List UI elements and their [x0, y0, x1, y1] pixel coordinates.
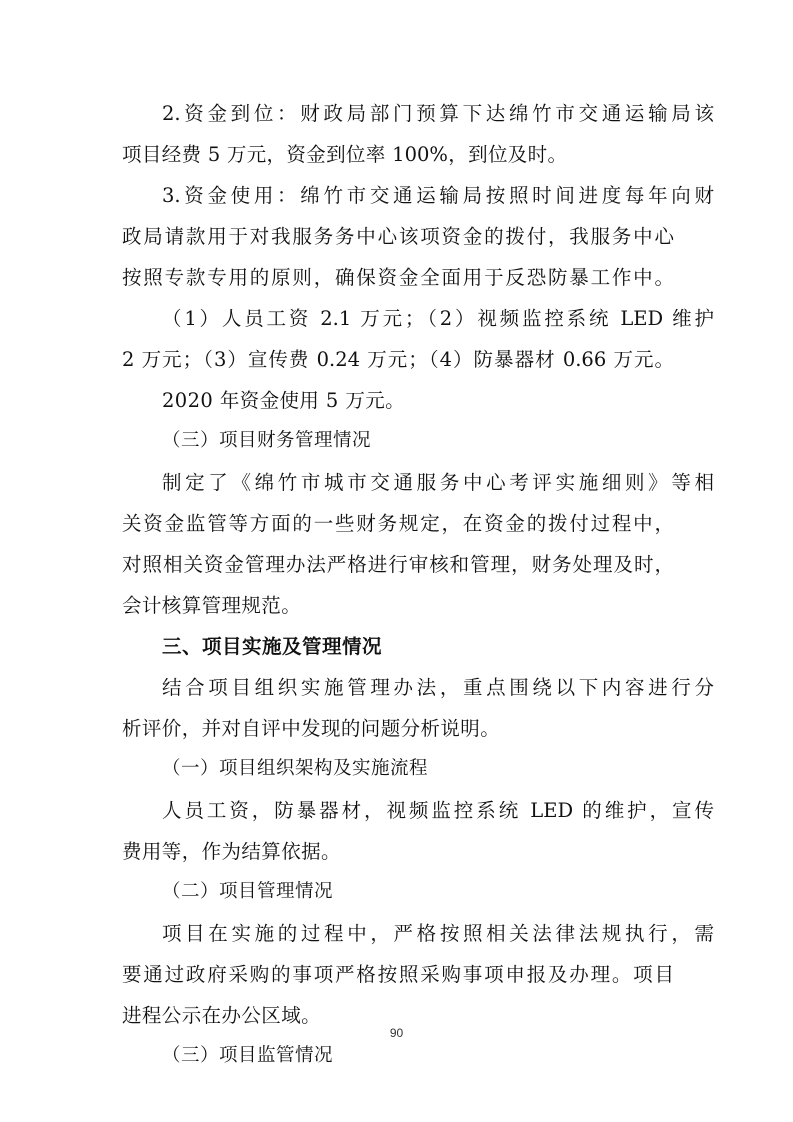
paragraph-line: 2 万元；（3）宣传费 0.24 万元；（4）防暴器材 0.66 万元。 [122, 348, 674, 371]
paragraph-line: 关资金监管等方面的一些财务规定，在资金的拨付过程中， [122, 512, 674, 535]
paragraph-line: 制定了《绵竹市城市交通服务中心考评实施细则》等相 [162, 471, 714, 494]
paragraph-line: 2020 年资金使用 5 万元。 [162, 389, 406, 412]
paragraph-line: 结合项目组织实施管理办法，重点围绕以下内容进行分 [162, 676, 714, 699]
page-number: 90 [389, 1026, 404, 1040]
paragraph-line: 2.资金到位：财政局部门预算下达绵竹市交通运输局该 [162, 102, 714, 125]
paragraph-line: 析评价，并对自评中发现的问题分析说明。 [122, 717, 501, 740]
subsection-heading: （一）项目组织架构及实施流程 [162, 758, 429, 779]
subsection-heading: （三）项目监管情况 [162, 1045, 334, 1066]
paragraph-line: 会计核算管理规范。 [122, 594, 302, 617]
subsection-heading: （三）项目财务管理情况 [162, 430, 372, 451]
paragraph-line: 按照专款专用的原则，确保资金全面用于反恐防暴工作中。 [122, 266, 674, 289]
paragraph-line: 政局请款用于对我服务务中心该项资金的拨付，我服务中心 [122, 225, 674, 248]
paragraph-line: 费用等，作为结算依据。 [122, 840, 341, 863]
paragraph-line: （1）人员工资 2.1 万元；（2）视频监控系统 LED 维护 [162, 307, 714, 330]
paragraph-line: 人员工资，防暴器材，视频监控系统 LED 的维护，宣传 [162, 799, 714, 822]
subsection-heading: （二）项目管理情况 [162, 881, 334, 902]
paragraph-line: 项目经费 5 万元，资金到位率 100%，到位及时。 [122, 143, 567, 166]
paragraph-line: 要通过政府采购的事项严格按照采购事项申报及办理。项目 [122, 963, 674, 986]
paragraph-line: 项目在实施的过程中，严格按照相关法律法规执行，需 [162, 922, 714, 945]
section-heading: 三、项目实施及管理情况 [162, 635, 383, 658]
paragraph-line: 进程公示在办公区域。 [122, 1004, 322, 1027]
paragraph-line: 3.资金使用：绵竹市交通运输局按照时间进度每年向财 [162, 184, 714, 207]
paragraph-line: 对照相关资金管理办法严格进行审核和管理，财务处理及时， [122, 553, 674, 576]
